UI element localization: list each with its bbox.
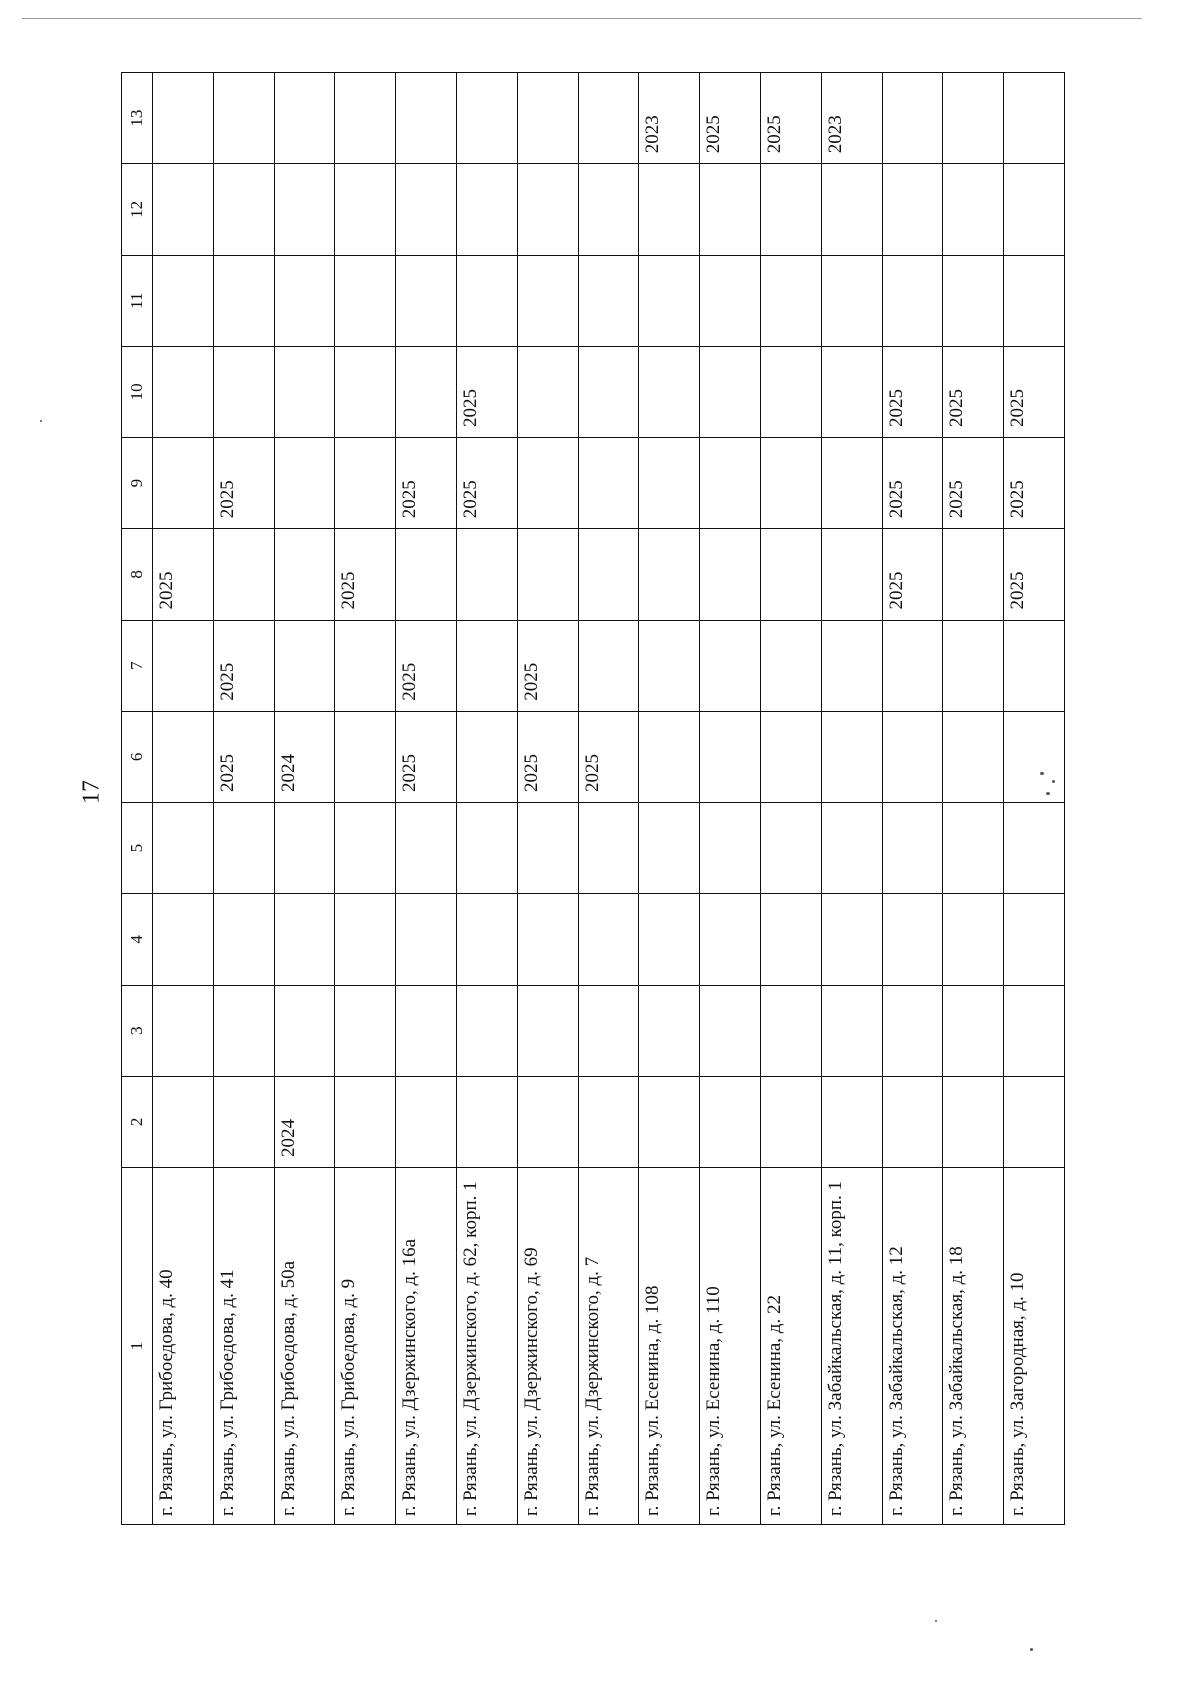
year-cell-col-5 — [517, 803, 578, 894]
address-cell: г. Рязань, ул. Грибоедова, д. 9 — [335, 1168, 396, 1525]
year-cell-col-6 — [639, 711, 700, 802]
year-cell-col-12 — [456, 164, 517, 255]
year-cell-col-13 — [578, 73, 639, 164]
year-cell-col-7 — [1004, 620, 1065, 711]
year-cell-col-13 — [517, 73, 578, 164]
year-cell-col-6: 2025 — [578, 711, 639, 802]
year-cell-col-4 — [760, 894, 821, 985]
year-cell-col-8: 2025 — [335, 529, 396, 620]
year-cell-col-11 — [213, 255, 274, 346]
year-cell-col-11 — [821, 255, 882, 346]
year-cell-col-7 — [700, 620, 761, 711]
year-cell-col-4 — [882, 894, 943, 985]
year-cell-col-9: 2025 — [396, 438, 457, 529]
year-cell-col-9 — [639, 438, 700, 529]
year-cell-col-8: 2025 — [882, 529, 943, 620]
year-cell-col-6 — [700, 711, 761, 802]
year-cell-col-5 — [153, 803, 214, 894]
year-cell-col-4 — [639, 894, 700, 985]
year-cell-col-7 — [639, 620, 700, 711]
table-row — [943, 73, 1004, 1525]
year-cell-col-8 — [821, 529, 882, 620]
year-cell-col-11 — [153, 255, 214, 346]
header-row — [122, 73, 153, 1525]
year-cell-col-13 — [274, 73, 335, 164]
year-cell-col-4 — [274, 894, 335, 985]
year-cell-col-10 — [760, 346, 821, 437]
year-cell-col-2 — [700, 1076, 761, 1167]
table-row — [639, 73, 700, 1525]
table-row — [456, 73, 517, 1525]
year-cell-col-12 — [700, 164, 761, 255]
year-cell-col-4 — [821, 894, 882, 985]
header-col-9: 9 — [122, 438, 153, 529]
year-cell-col-8 — [213, 529, 274, 620]
year-cell-col-4 — [153, 894, 214, 985]
year-cell-col-13 — [153, 73, 214, 164]
year-cell-col-13 — [1004, 73, 1065, 164]
year-cell-col-2 — [943, 1076, 1004, 1167]
year-cell-col-9: 2025 — [213, 438, 274, 529]
year-cell-col-8 — [517, 529, 578, 620]
year-cell-col-6 — [153, 711, 214, 802]
header-col-12: 12 — [122, 164, 153, 255]
header-col-11: 11 — [122, 255, 153, 346]
address-cell: г. Рязань, ул. Дзержинского, д. 69 — [517, 1168, 578, 1525]
year-cell-col-10 — [700, 346, 761, 437]
year-cell-col-5 — [821, 803, 882, 894]
year-cell-col-2 — [396, 1076, 457, 1167]
year-cell-col-13 — [396, 73, 457, 164]
year-cell-col-11 — [517, 255, 578, 346]
year-cell-col-12 — [578, 164, 639, 255]
year-cell-col-2 — [213, 1076, 274, 1167]
year-cell-col-9 — [153, 438, 214, 529]
table-row — [213, 73, 274, 1525]
year-cell-col-11 — [335, 255, 396, 346]
year-cell-col-13: 2025 — [760, 73, 821, 164]
year-cell-col-7: 2025 — [517, 620, 578, 711]
year-cell-col-4 — [396, 894, 457, 985]
year-cell-col-7 — [456, 620, 517, 711]
year-cell-col-2 — [821, 1076, 882, 1167]
year-cell-col-3 — [882, 985, 943, 1076]
year-cell-col-7 — [335, 620, 396, 711]
year-cell-col-5 — [639, 803, 700, 894]
year-cell-col-10 — [821, 346, 882, 437]
year-cell-col-12 — [517, 164, 578, 255]
year-cell-col-2 — [882, 1076, 943, 1167]
year-cell-col-8 — [396, 529, 457, 620]
header-col-10: 10 — [122, 346, 153, 437]
year-cell-col-10: 2025 — [1004, 346, 1065, 437]
address-cell: г. Рязань, ул. Забайкальская, д. 11, корп. 1 — [821, 1168, 882, 1525]
year-cell-col-7 — [882, 620, 943, 711]
year-cell-col-7 — [153, 620, 214, 711]
year-cell-col-8: 2025 — [153, 529, 214, 620]
year-cell-col-12 — [639, 164, 700, 255]
year-cell-col-11 — [456, 255, 517, 346]
year-cell-col-6 — [821, 711, 882, 802]
year-cell-col-9: 2025 — [456, 438, 517, 529]
year-cell-col-9 — [700, 438, 761, 529]
year-cell-col-6: 2025 — [213, 711, 274, 802]
year-cell-col-7: 2025 — [396, 620, 457, 711]
year-cell-col-11 — [943, 255, 1004, 346]
year-cell-col-11 — [882, 255, 943, 346]
address-cell: г. Рязань, ул. Есенина, д. 110 — [700, 1168, 761, 1525]
year-cell-col-3 — [396, 985, 457, 1076]
year-cell-col-5 — [335, 803, 396, 894]
address-cell: г. Рязань, ул. Забайкальская, д. 18 — [943, 1168, 1004, 1525]
year-cell-col-13: 2025 — [700, 73, 761, 164]
table-row — [760, 73, 821, 1525]
year-cell-col-7: 2025 — [213, 620, 274, 711]
year-cell-col-9 — [274, 438, 335, 529]
year-cell-col-8 — [760, 529, 821, 620]
year-cell-col-9 — [821, 438, 882, 529]
year-cell-col-12 — [153, 164, 214, 255]
year-cell-col-8 — [943, 529, 1004, 620]
year-cell-col-12 — [882, 164, 943, 255]
year-cell-col-5 — [396, 803, 457, 894]
address-cell: г. Рязань, ул. Дзержинского, д. 16а — [396, 1168, 457, 1525]
year-cell-col-4 — [456, 894, 517, 985]
address-cell: г. Рязань, ул. Есенина, д. 108 — [639, 1168, 700, 1525]
year-cell-col-13 — [882, 73, 943, 164]
year-cell-col-12 — [821, 164, 882, 255]
year-cell-col-3 — [213, 985, 274, 1076]
header-col-6: 6 — [122, 711, 153, 802]
year-cell-col-6: 2025 — [517, 711, 578, 802]
year-cell-col-9: 2025 — [943, 438, 1004, 529]
year-cell-col-3 — [335, 985, 396, 1076]
year-cell-col-3 — [1004, 985, 1065, 1076]
header-col-8: 8 — [122, 529, 153, 620]
year-cell-col-10 — [274, 346, 335, 437]
year-cell-col-11 — [1004, 255, 1065, 346]
year-cell-col-3 — [274, 985, 335, 1076]
scan-top-edge — [22, 18, 1142, 19]
year-cell-col-9 — [335, 438, 396, 529]
year-cell-col-13: 2023 — [639, 73, 700, 164]
header-col-5: 5 — [122, 803, 153, 894]
year-cell-col-3 — [760, 985, 821, 1076]
address-cell: г. Рязань, ул. Грибоедова, д. 41 — [213, 1168, 274, 1525]
year-cell-col-2 — [760, 1076, 821, 1167]
year-cell-col-13 — [335, 73, 396, 164]
year-cell-col-10 — [335, 346, 396, 437]
year-cell-col-3 — [153, 985, 214, 1076]
year-cell-col-9: 2025 — [882, 438, 943, 529]
header-col-3: 3 — [122, 985, 153, 1076]
year-cell-col-12 — [943, 164, 1004, 255]
year-cell-col-10 — [396, 346, 457, 437]
table-body — [153, 73, 1065, 1525]
year-cell-col-5 — [456, 803, 517, 894]
address-cell: г. Рязань, ул. Грибоедова, д. 40 — [153, 1168, 214, 1525]
year-cell-col-3 — [517, 985, 578, 1076]
header-col-13: 13 — [122, 73, 153, 164]
year-cell-col-4 — [943, 894, 1004, 985]
year-cell-col-9: 2025 — [1004, 438, 1065, 529]
year-cell-col-7 — [274, 620, 335, 711]
year-cell-col-3 — [821, 985, 882, 1076]
year-cell-col-13 — [213, 73, 274, 164]
table-row — [517, 73, 578, 1525]
year-cell-col-12 — [335, 164, 396, 255]
year-cell-col-12 — [274, 164, 335, 255]
schedule-table — [121, 72, 1065, 1525]
address-cell: г. Рязань, ул. Грибоедова, д. 50а — [274, 1168, 335, 1525]
year-cell-col-6 — [882, 711, 943, 802]
year-cell-col-7 — [943, 620, 1004, 711]
year-cell-col-5 — [943, 803, 1004, 894]
year-cell-col-9 — [517, 438, 578, 529]
year-cell-col-8 — [274, 529, 335, 620]
header-col-address: 1 — [122, 1168, 153, 1525]
year-cell-col-3 — [456, 985, 517, 1076]
year-cell-col-12 — [213, 164, 274, 255]
year-cell-col-6 — [456, 711, 517, 802]
year-cell-col-7 — [760, 620, 821, 711]
table-row — [882, 73, 943, 1525]
year-cell-col-11 — [700, 255, 761, 346]
table-row — [274, 73, 335, 1525]
year-cell-col-5 — [760, 803, 821, 894]
year-cell-col-4 — [700, 894, 761, 985]
year-cell-col-11 — [396, 255, 457, 346]
year-cell-col-6: 2025 — [396, 711, 457, 802]
year-cell-col-2 — [639, 1076, 700, 1167]
year-cell-col-3 — [578, 985, 639, 1076]
year-cell-col-2 — [517, 1076, 578, 1167]
address-cell: г. Рязань, ул. Загородная, д. 10 — [1004, 1168, 1065, 1525]
table-row — [396, 73, 457, 1525]
year-cell-col-5 — [274, 803, 335, 894]
year-cell-col-3 — [943, 985, 1004, 1076]
header-col-7: 7 — [122, 620, 153, 711]
year-cell-col-10 — [153, 346, 214, 437]
year-cell-col-3 — [700, 985, 761, 1076]
year-cell-col-4 — [213, 894, 274, 985]
year-cell-col-8: 2025 — [1004, 529, 1065, 620]
address-cell: г. Рязань, ул. Забайкальская, д. 12 — [882, 1168, 943, 1525]
year-cell-col-9 — [578, 438, 639, 529]
year-cell-col-11 — [578, 255, 639, 346]
year-cell-col-11 — [274, 255, 335, 346]
year-cell-col-11 — [760, 255, 821, 346]
year-cell-col-10 — [639, 346, 700, 437]
year-cell-col-13: 2023 — [821, 73, 882, 164]
year-cell-col-11 — [639, 255, 700, 346]
year-cell-col-10: 2025 — [943, 346, 1004, 437]
year-cell-col-2 — [153, 1076, 214, 1167]
year-cell-col-12 — [760, 164, 821, 255]
year-cell-col-13 — [456, 73, 517, 164]
year-cell-col-3 — [639, 985, 700, 1076]
year-cell-col-2 — [456, 1076, 517, 1167]
year-cell-col-6 — [943, 711, 1004, 802]
year-cell-col-10 — [578, 346, 639, 437]
year-cell-col-6 — [1004, 711, 1065, 802]
year-cell-col-12 — [1004, 164, 1065, 255]
year-cell-col-4 — [578, 894, 639, 985]
page-number: 17 — [78, 780, 105, 804]
year-cell-col-4 — [335, 894, 396, 985]
year-cell-col-2: 2024 — [274, 1076, 335, 1167]
year-cell-col-2 — [578, 1076, 639, 1167]
schedule-table-frame — [121, 72, 1065, 1525]
year-cell-col-10 — [517, 346, 578, 437]
year-cell-col-2 — [1004, 1076, 1065, 1167]
header-col-4: 4 — [122, 894, 153, 985]
year-cell-col-6 — [760, 711, 821, 802]
year-cell-col-8 — [578, 529, 639, 620]
year-cell-col-10: 2025 — [456, 346, 517, 437]
year-cell-col-4 — [1004, 894, 1065, 985]
header-col-2: 2 — [122, 1076, 153, 1167]
year-cell-col-8 — [456, 529, 517, 620]
year-cell-col-5 — [700, 803, 761, 894]
year-cell-col-6: 2024 — [274, 711, 335, 802]
table-row — [335, 73, 396, 1525]
year-cell-col-7 — [821, 620, 882, 711]
year-cell-col-10 — [213, 346, 274, 437]
year-cell-col-10: 2025 — [882, 346, 943, 437]
table-row — [821, 73, 882, 1525]
year-cell-col-12 — [396, 164, 457, 255]
year-cell-col-4 — [517, 894, 578, 985]
year-cell-col-5 — [213, 803, 274, 894]
table-row — [700, 73, 761, 1525]
year-cell-col-9 — [760, 438, 821, 529]
year-cell-col-8 — [639, 529, 700, 620]
year-cell-col-5 — [882, 803, 943, 894]
address-cell: г. Рязань, ул. Дзержинского, д. 62, корп. 1 — [456, 1168, 517, 1525]
year-cell-col-7 — [578, 620, 639, 711]
address-cell: г. Рязань, ул. Есенина, д. 22 — [760, 1168, 821, 1525]
year-cell-col-2 — [335, 1076, 396, 1167]
year-cell-col-5 — [1004, 803, 1065, 894]
table-row — [1004, 73, 1065, 1525]
year-cell-col-13 — [943, 73, 1004, 164]
year-cell-col-8 — [700, 529, 761, 620]
year-cell-col-6 — [335, 711, 396, 802]
year-cell-col-5 — [578, 803, 639, 894]
table-row — [578, 73, 639, 1525]
table-row — [153, 73, 214, 1525]
address-cell: г. Рязань, ул. Дзержинского, д. 7 — [578, 1168, 639, 1525]
